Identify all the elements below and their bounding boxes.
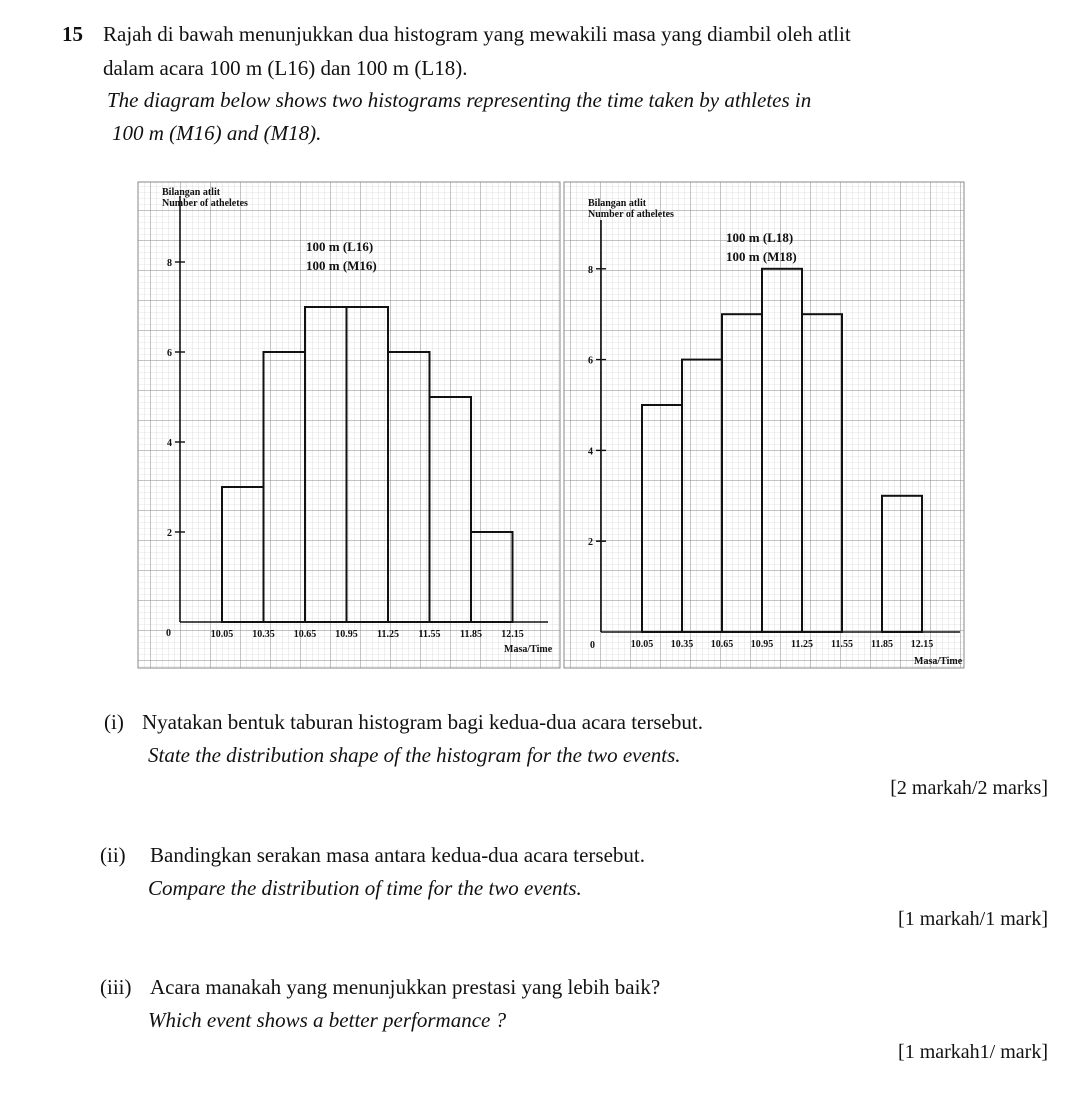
chart2-ytick-label: 8 [588,264,593,276]
chart1-xtick-label: 10.95 [335,629,358,640]
part-ii-malay: Bandingkan serakan masa antara kedua-dua acara tersebut. [150,843,646,867]
chart1-xtick-label: 11.55 [418,629,441,640]
chart1-ytick-label: 8 [167,258,172,269]
chart1-ytick-label: 4 [167,438,172,449]
part-ii-marks: [1 markah/1 mark] [898,908,1048,930]
chart2-bar-1 [642,405,682,632]
chart1-bar-6 [430,397,472,622]
part-i-english: State the distribution shape of the histogram for the two events. [148,743,681,767]
question-english-line1: The diagram below shows two histograms representing the time taken by athletes in [107,88,812,112]
question-malay-line2: dalam acara 100 m (L16) dan 100 m (L18). [103,56,468,80]
chart1-xtick-label: 10.35 [252,629,275,640]
chart1-xtick-label: 10.65 [293,629,317,640]
question-number: 15 [62,22,83,46]
chart1-bar-3 [305,307,347,622]
chart2-bar-7 [882,496,922,632]
chart2-xtick-label: 12.15 [910,639,934,650]
part-iii-marks: [1 markah1/ mark] [898,1041,1048,1063]
histogram-l18 [564,182,964,668]
chart2-ytick-label: 2 [588,537,593,549]
chart2-xlabel: Masa/Time [914,656,963,667]
chart1-ytick-label: 6 [167,348,172,359]
chart1-origin-label: 0 [166,628,171,639]
part-i-malay: Nyatakan bentuk taburan histogram bagi kedua-dua acara tersebut. [142,710,703,734]
part-iii-label: (iii) [100,975,132,999]
part-i-marks: [2 markah/2 marks] [890,777,1048,799]
chart1-bar-2 [264,352,306,622]
part-iii-malay: Acara manakah yang menunjukkan prestasi yang lebih baik? [150,975,661,999]
chart2-xtick-label: 11.25 [791,639,813,650]
chart2-xtick-label: 10.95 [750,639,774,650]
part-i-label: (i) [104,710,124,734]
chart2-bar-3 [722,314,762,632]
histogram-l16 [138,182,560,668]
chart2-xtick-label: 10.05 [630,639,654,650]
chart1-bar-4 [347,307,389,622]
chart1-title-english: 100 m (M16) [306,258,377,273]
chart1-title-malay: 100 m (L16) [306,239,374,254]
chart1-xtick-label: 11.85 [460,629,482,640]
chart1-ylabel-malay: Bilangan atlit [162,187,221,198]
chart1-xtick-label: 10.05 [210,629,234,640]
question-malay-line1: Rajah di bawah menunjukkan dua histogram yang mewakili masa yang diambil oleh atlit [103,22,851,46]
chart2-xtick-label: 10.65 [710,639,734,650]
chart2-bar-4 [762,269,802,632]
chart2-bar-2 [682,360,722,632]
chart1-ylabel-english: Number of atheletes [162,198,248,209]
chart1-xtick-label: 12.15 [501,629,524,640]
chart2-bar-5 [802,314,842,632]
question-english-line2: 100 m (M16) and (M18). [112,121,322,145]
chart2-origin-label: 0 [590,640,595,651]
part-iii-english: Which event shows a better performance ? [148,1008,507,1032]
chart2-title-malay: 100 m (L18) [726,230,794,245]
chart2-xtick-label: 11.85 [871,639,893,650]
chart2-ylabel-malay: Bilangan atlit [588,198,647,209]
chart1-xtick-label: 11.25 [377,629,399,640]
chart2-xtick-label: 10.35 [670,639,694,650]
chart1-bar-7 [471,532,513,622]
chart2-title-english: 100 m (M18) [726,249,797,264]
chart2-ylabel-english: Number of atheletes [588,209,674,220]
part-ii-english: Compare the distribution of time for the two events. [148,876,582,900]
chart1-bar-1 [222,487,264,622]
chart1-ytick-label: 2 [167,528,172,539]
chart1-bar-5 [388,352,430,622]
chart2-ytick-label: 4 [588,446,593,458]
chart2-ytick-label: 6 [588,355,593,367]
chart1-xlabel: Masa/Time [504,644,553,655]
part-ii-label: (ii) [100,843,126,867]
chart2-xtick-label: 11.55 [831,639,853,650]
